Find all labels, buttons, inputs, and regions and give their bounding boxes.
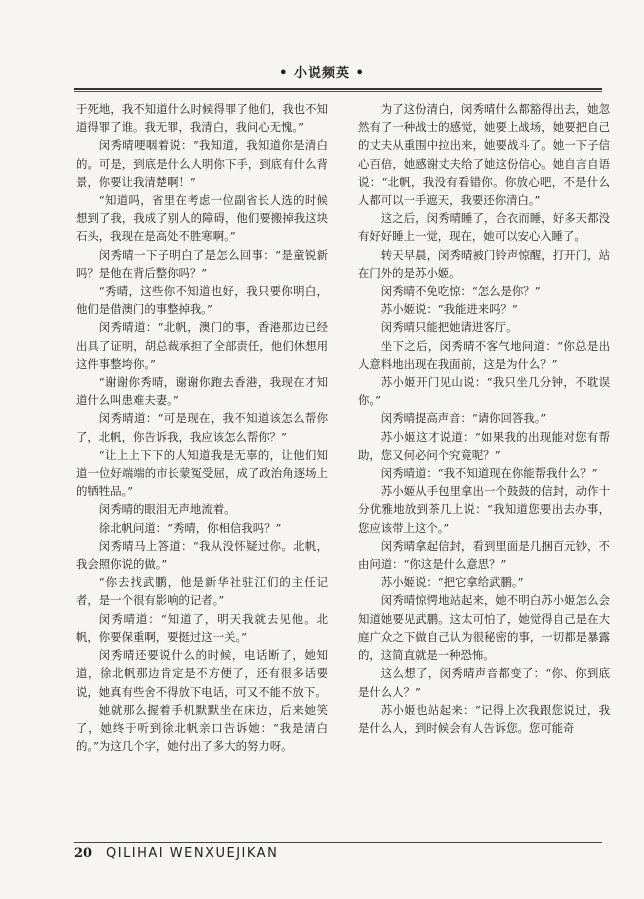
paragraph: 苏小姬说：“把它拿给武鹏。” bbox=[380, 575, 524, 590]
paragraph: 闵秀晴一下子明白了是怎么回事：“是童锐新吗？是他在背后整你吗？” bbox=[76, 247, 328, 280]
header-rule bbox=[74, 88, 602, 90]
paragraph: 闵秀晴哽咽着说：“我知道，我知道你是清白的。可是，到底是什么人明你下手，到底有什么背景，你要让我清楚啊！” bbox=[76, 138, 328, 189]
paragraph: 于死地，我不知道什么时候得罪了他们，我也不知道得罪了谁。我无罪，我清白，我问心无愧。” bbox=[76, 102, 328, 135]
paragraph: 转天早晨，闵秀晴被门铃声惊醒，打开门，站在门外的是苏小姬。 bbox=[358, 247, 610, 280]
paragraph: 苏小姬说：“我能进来吗？” bbox=[380, 302, 518, 317]
section-header: • 小说频英 • bbox=[279, 66, 365, 81]
paragraph: “知道吗，省里在考虑一位副省长人选的时候想到了我，我成了别人的障碍，他们要搬掉我这块石头，我现在是高处不胜寒啊。” bbox=[76, 193, 328, 244]
paragraph: 闵秀晴道：“知道了，明天我就去见他。北帆，你要保重啊，要挺过这一关。” bbox=[76, 611, 328, 644]
paragraph: 闵秀晴道：“北帆，澳门的事，香港那边已经出具了证明，胡总裁承担了全部责任，他们休想用这件事整垮你。” bbox=[76, 320, 328, 371]
left-column bbox=[76, 100, 328, 840]
paragraph: 苏小姬也站起来：“记得上次我跟您说过，我是什么人，到时候会有人告诉您。您可能奇 bbox=[358, 702, 610, 735]
header-rule-thin bbox=[74, 91, 602, 92]
paragraph: 为了这份清白，闵秀晴什么都豁得出去，她忽然有了一种战士的感觉，她要上战场，她要把自己的丈夫从重围中拉出来，她要战斗了。她一下子信心百倍，她感谢丈夫给了她这份信心。她自言自语说：“北帆，我没有看错你。你放心吧，不是什么人都可以一手遮天，我要还你清白。” bbox=[358, 102, 610, 208]
paragraph: 闵秀晴的眼泪无声地流着。 bbox=[98, 502, 236, 517]
right-column bbox=[358, 100, 610, 840]
page-number: 20 bbox=[74, 846, 93, 861]
magazine-name: QILIHAI WENXUEJIKAN bbox=[106, 846, 279, 861]
paragraph: 徐北帆问道：“秀晴，你相信我吗？” bbox=[98, 520, 282, 535]
paragraph: 苏小姬从手包里拿出一个鼓鼓的信封，动作十分优雅地放到茶几上说：“我知道您要出去办事，您应该带上这个。” bbox=[358, 484, 610, 535]
paragraph: 闵秀晴拿起信封，看到里面是几捆百元钞，不由问道：“你这是什么意思？” bbox=[358, 538, 610, 572]
paragraph: 闵秀晴提高声音：“请你回答我。” bbox=[380, 411, 547, 426]
paragraph: 坐下之后，闵秀晴不客气地问道：“你总是出人意料地出现在我面前，这是为什么？” bbox=[358, 338, 610, 371]
paragraph: 闵秀晴只能把她请进客厅。 bbox=[380, 320, 518, 335]
paragraph: 苏小姬这才说道：“如果我的出现能对您有帮助，您又何必问个究竟呢？” bbox=[358, 429, 610, 462]
footer-rule bbox=[74, 842, 602, 843]
paragraph: 闵秀晴还要说什么的时候，电话断了，她知道，徐北帆那边肯定是不方便了，还有很多话要说，她真有些舍不得放下电话，可又不能不放下。 bbox=[76, 648, 328, 699]
paragraph: “谢谢你秀晴，谢谢你跑去香港，我现在才知道什么叫患难夫妻。” bbox=[76, 375, 328, 408]
paragraph: 闵秀晴惊愕地站起来，她不明白苏小姬怎么会知道她要见武鹏。这太可怕了，她觉得自己是在大庭广众之下做自己认为很秘密的事，一切都是暴露的，这简直就是一种恐怖。 bbox=[358, 593, 610, 663]
paragraph: 闵秀晴道：“我不知道现在你能帮我什么？” bbox=[380, 466, 598, 481]
paragraph: 这之后，闵秀晴睡了，合衣而睡，好多天都没有好好睡上一觉，现在，她可以安心入睡了。 bbox=[358, 211, 610, 244]
paragraph: 闵秀晴马上答道：“我从没怀疑过你。北帆，我会照你说的做。” bbox=[76, 538, 328, 572]
paragraph: 苏小姬开门见山说：“我只坐几分钟，不耽误你。” bbox=[358, 375, 610, 408]
paragraph: “秀晴，这些你不知道也好，我只要你明白，他们是借澳门的事整掉我。” bbox=[76, 284, 328, 317]
paragraph: 闵秀晴不免吃惊：“怎么是你？” bbox=[380, 284, 541, 299]
paragraph: “你去找武鹏，他是新华社驻江们的主任记者，是一个很有影响的记者。” bbox=[76, 575, 328, 608]
paragraph: 她就那么握着手机默默坐在床边，后来她笑了，她终于听到徐北帆亲口告诉她：“我是清白的。”为这几个字，她付出了多大的努力呀。 bbox=[76, 702, 328, 754]
paragraph: 这么想了，闵秀晴声音都变了：“你、你到底是什么人？” bbox=[358, 666, 610, 699]
paragraph: 闵秀晴道：“可是现在，我不知道该怎么帮你了，北帆，你告诉我，我应该怎么帮你？” bbox=[76, 411, 328, 444]
paragraph: “让上上下下的人知道我是无辜的，让他们知道一位好端端的市长蒙冤受屈，成了政治角逐场上的牺牲品。” bbox=[76, 447, 328, 499]
